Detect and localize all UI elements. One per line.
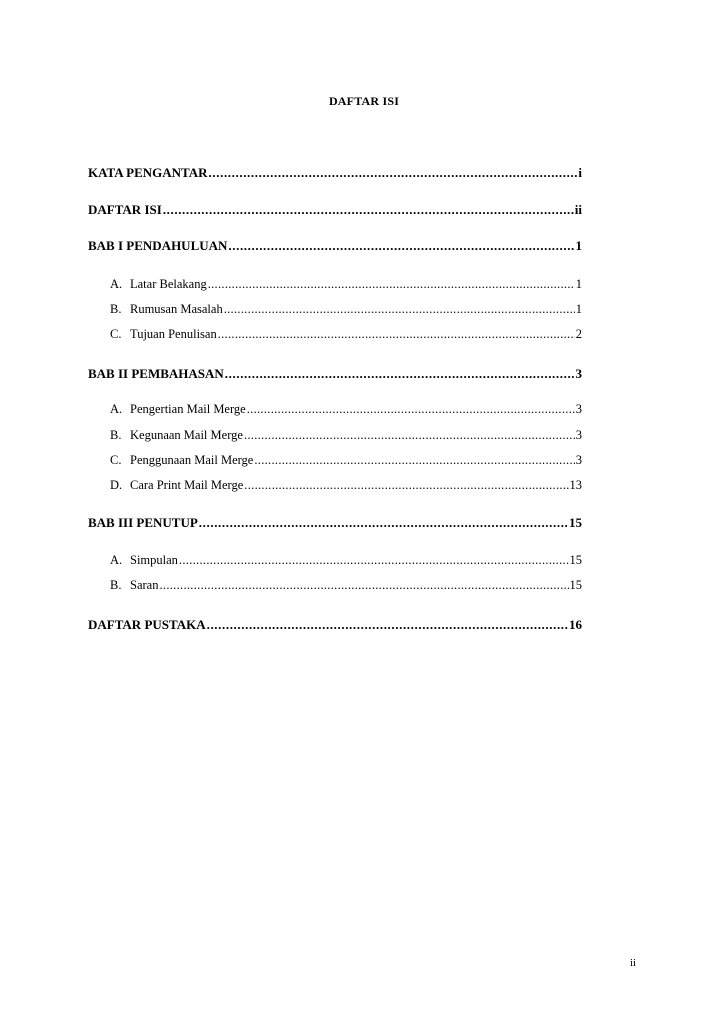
toc-entry-label: DAFTAR PUSTAKA bbox=[88, 617, 206, 632]
dot-leader bbox=[224, 302, 575, 317]
toc-subentry-label: Kegunaan Mail Merge bbox=[130, 428, 243, 442]
toc-subentry-label: Simpulan bbox=[130, 553, 178, 567]
toc-subentry-letter: B. bbox=[110, 428, 122, 442]
page-title: DAFTAR ISI bbox=[328, 94, 400, 108]
toc-subentry-letter: A. bbox=[110, 277, 123, 291]
dot-leader bbox=[247, 402, 575, 417]
toc-entry-label: BAB II PEMBAHASAN bbox=[88, 366, 224, 381]
toc-entry-label: BAB I PENDAHULUAN bbox=[88, 238, 228, 253]
toc-entry-bab-3[interactable] bbox=[88, 515, 582, 531]
toc-entry-page: 3 bbox=[575, 366, 582, 381]
dot-leader bbox=[163, 202, 574, 218]
toc-entry-page: i bbox=[578, 165, 582, 180]
toc-entry-page: 1 bbox=[575, 238, 582, 253]
dot-leader bbox=[254, 453, 574, 468]
toc-entry-daftar-isi[interactable] bbox=[88, 202, 582, 218]
toc-subentry-label: Penggunaan Mail Merge bbox=[130, 453, 254, 467]
toc-subentry[interactable] bbox=[110, 327, 582, 342]
page-number: ii bbox=[630, 957, 637, 969]
toc-subentry-page: 3 bbox=[575, 428, 582, 442]
dot-leader bbox=[244, 428, 575, 443]
toc-entry-label: KATA PENGANTAR bbox=[88, 165, 208, 180]
dot-leader bbox=[218, 327, 575, 342]
toc-subentry-page: 3 bbox=[575, 402, 582, 416]
toc-subentry[interactable] bbox=[110, 478, 582, 493]
toc-subentry-label: Saran bbox=[130, 578, 159, 592]
toc-subentry[interactable] bbox=[110, 578, 582, 593]
toc-subentry-page: 2 bbox=[575, 327, 582, 341]
toc-subentry-letter: C. bbox=[110, 453, 122, 467]
dot-leader bbox=[209, 165, 578, 181]
dot-leader bbox=[208, 277, 575, 292]
dot-leader bbox=[199, 515, 568, 531]
toc-entry-daftar-pustaka[interactable] bbox=[88, 617, 582, 633]
toc-subentry-page: 1 bbox=[575, 302, 582, 316]
toc-entry-page: 16 bbox=[569, 617, 582, 632]
toc-subentry-letter: A. bbox=[110, 402, 123, 416]
toc-entry-page: 15 bbox=[569, 515, 582, 530]
toc-entry-page: ii bbox=[574, 202, 582, 217]
toc-subentry-page: 3 bbox=[575, 453, 582, 467]
toc-entry-kata-pengantar[interactable] bbox=[88, 165, 582, 181]
toc-subentry-label: Pengertian Mail Merge bbox=[130, 402, 246, 416]
toc-entry-label: BAB III PENUTUP bbox=[88, 515, 198, 530]
toc-subentry[interactable] bbox=[110, 302, 582, 317]
toc-subentry-label: Latar Belakang bbox=[130, 277, 207, 291]
toc-subentry[interactable] bbox=[110, 402, 582, 417]
dot-leader bbox=[228, 238, 574, 254]
toc-subentry-letter: B. bbox=[110, 302, 122, 316]
toc-subentry-page: 15 bbox=[569, 578, 582, 592]
toc-subentry-letter: A. bbox=[110, 553, 123, 567]
dot-leader bbox=[225, 366, 575, 382]
toc-subentry-label: Cara Print Mail Merge bbox=[130, 478, 244, 492]
toc-subentry-page: 1 bbox=[575, 277, 582, 291]
toc-subentry[interactable] bbox=[110, 453, 582, 468]
toc-subentry-letter: D. bbox=[110, 478, 123, 492]
toc-subentry-page: 13 bbox=[569, 478, 582, 492]
toc-subentry[interactable] bbox=[110, 428, 582, 443]
toc-subentry[interactable] bbox=[110, 553, 582, 568]
toc-subentry-label: Tujuan Penulisan bbox=[130, 327, 217, 341]
toc-entry-bab-2[interactable] bbox=[88, 366, 582, 382]
dot-leader bbox=[159, 578, 568, 593]
toc-subentry[interactable] bbox=[110, 277, 582, 292]
toc-entry-bab-1[interactable] bbox=[88, 238, 582, 254]
toc-subentry-letter: C. bbox=[110, 327, 122, 341]
dot-leader bbox=[207, 617, 568, 633]
toc-subentry-letter: B. bbox=[110, 578, 122, 592]
dot-leader bbox=[179, 553, 569, 568]
toc-entry-label: DAFTAR ISI bbox=[88, 202, 162, 217]
toc-subentry-page: 15 bbox=[569, 553, 582, 567]
dot-leader bbox=[244, 478, 568, 493]
toc-subentry-label: Rumusan Masalah bbox=[130, 302, 223, 316]
